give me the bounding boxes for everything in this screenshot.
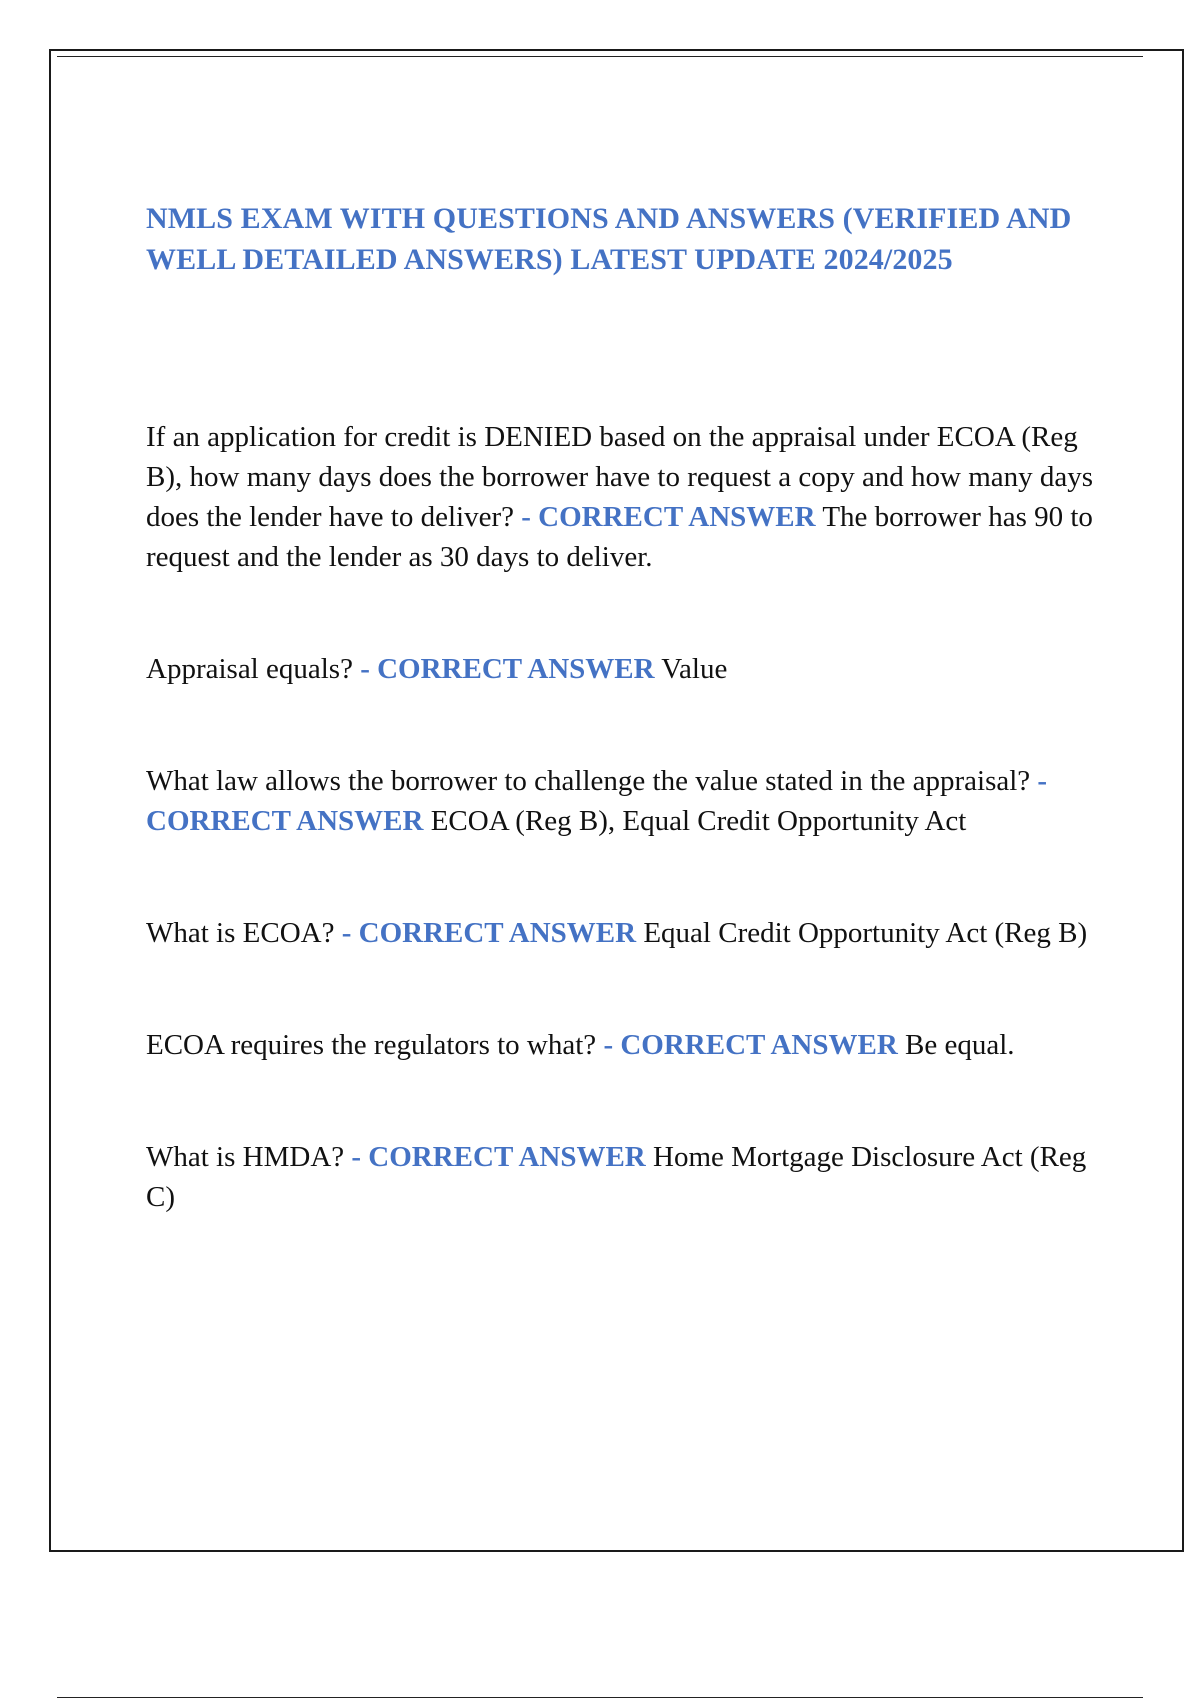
- question-text: What law allows the borrower to challenge the value stated in the appraisal?: [146, 765, 1031, 797]
- qa-item-6: [146, 1137, 1096, 1217]
- qa-item-5: [146, 1025, 1096, 1065]
- correct-answer-marker: - CORRECT ANSWER: [341, 917, 637, 949]
- document-title: NMLS EXAM WITH QUESTIONS AND ANSWERS (VERIFIED AND WELL DETAILED ANSWERS) LATEST UPDATE 2024/2025: [146, 202, 1072, 276]
- question-text: Appraisal equals?: [146, 653, 353, 685]
- qa-list: [146, 417, 1096, 1217]
- qa-item-2: [146, 649, 1096, 689]
- answer-text: Be equal.: [905, 1029, 1015, 1061]
- qa-item-1: [146, 417, 1096, 577]
- question-text: ECOA requires the regulators to what?: [146, 1029, 597, 1061]
- qa-item-4: [146, 913, 1096, 953]
- answer-text: Value: [661, 653, 728, 685]
- answer-text: Home Mortgage Disclosure Act (Reg C): [146, 1141, 1087, 1213]
- question-text: If an application for credit is DENIED based on the appraisal under ECOA (Reg B), how many days does the borrower have to request a copy and how many days does the lender have to deliver?: [146, 421, 1094, 533]
- answer-text: ECOA (Reg B), Equal Credit Opportunity Act: [430, 805, 967, 837]
- correct-answer-marker: - CORRECT ANSWER: [146, 765, 1048, 837]
- correct-answer-marker: - CORRECT ANSWER: [521, 501, 816, 533]
- answer-text: Equal Credit Opportunity Act (Reg B): [643, 917, 1088, 949]
- question-text: What is ECOA?: [146, 917, 335, 949]
- correct-answer-marker: - CORRECT ANSWER: [360, 653, 655, 685]
- qa-item-3: [146, 761, 1096, 841]
- top-rule: [57, 56, 1143, 57]
- question-text: What is HMDA?: [146, 1141, 345, 1173]
- bottom-rule: [57, 1697, 1143, 1698]
- correct-answer-marker: - CORRECT ANSWER: [351, 1141, 646, 1173]
- answer-text: The borrower has 90 to request and the lender as 30 days to deliver.: [146, 501, 1093, 573]
- correct-answer-marker: - CORRECT ANSWER: [603, 1029, 898, 1061]
- document-body: [146, 198, 1096, 1289]
